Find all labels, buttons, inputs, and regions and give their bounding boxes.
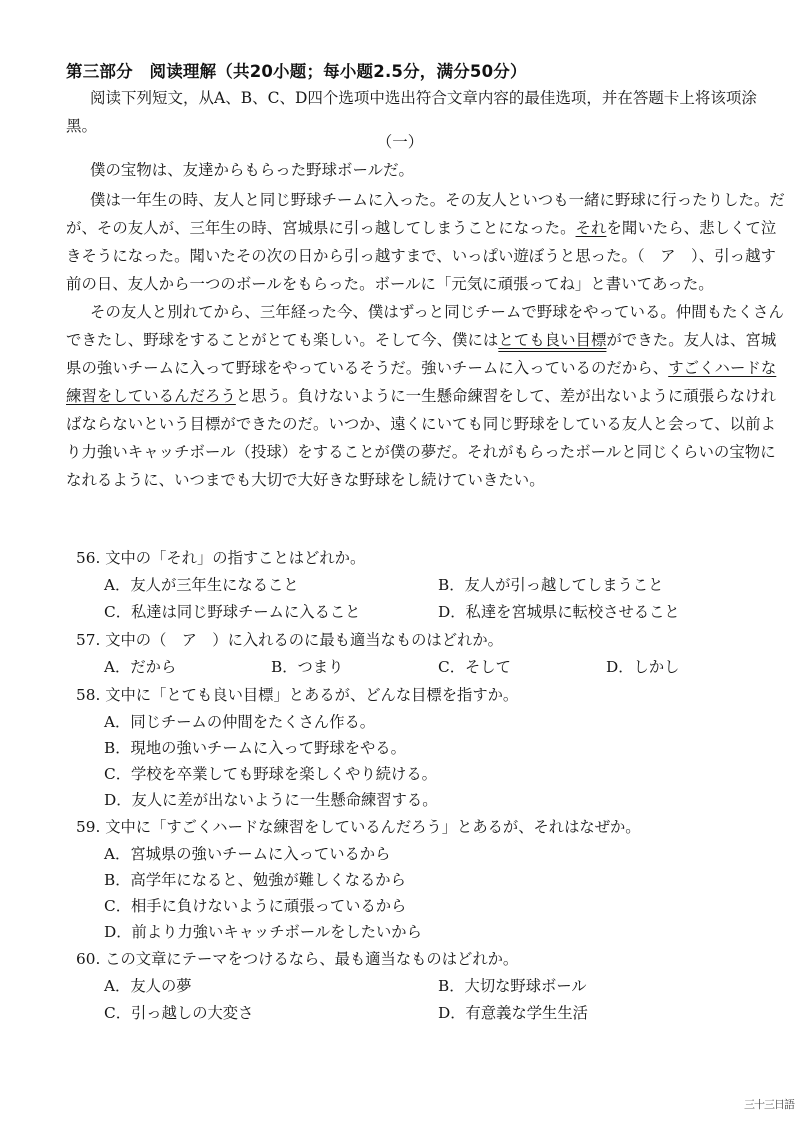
underlined-good-goal: とても良い目標 <box>498 331 607 349</box>
option-a[interactable]: A．友人が三年生になること <box>104 576 299 594</box>
question-stem: 58. 文中に「とても良い目標」とあるが、どんな目標を指すか。 <box>76 686 519 704</box>
option-c[interactable]: C．学校を卒業しても野球を楽しくやり続ける。 <box>104 765 437 783</box>
reading-passage <box>66 156 788 494</box>
question-57 <box>76 626 790 681</box>
option-row <box>76 572 790 599</box>
passage-paragraph-2 <box>66 186 788 298</box>
question-56 <box>76 544 790 626</box>
question-59 <box>76 813 790 945</box>
question-60 <box>76 945 790 1027</box>
passage-text: を聞いたら、悲しくて泣きそうになった。聞いたその次の日から引っ越すまで、いっぱい遊ぼうと思った。（ ア ）、引っ越す前の日、友人から一つのボールをもらった。ボールに「元気に頑張ってね」と書いてあった。 <box>66 219 777 293</box>
option-b[interactable]: B．つまり <box>271 658 344 676</box>
option-c[interactable]: C．相手に負けないように頑張っているから <box>104 897 407 915</box>
option-a[interactable]: A．宮城県の強いチームに入っているから <box>104 845 391 863</box>
option-d[interactable]: D．友人に差が出ないように一生懸命練習する。 <box>104 791 438 809</box>
question-list <box>76 544 790 1027</box>
passage-text: 僕は一年生の時、友人と同じ野球チームに入った。その友人といつも一緒に野球に行ったりした。だが、その友人が、三年生の時、宮城県に引っ越してしまうことになった。 <box>66 191 785 237</box>
option-a[interactable]: A．友人の夢 <box>104 977 192 995</box>
section-title: 第三部分 阅读理解（共20小题；每小题2.5分，满分50分） <box>66 62 527 81</box>
option-a[interactable]: A．だから <box>104 658 177 676</box>
option-b[interactable]: B．高学年になると、勉強が難しくなるから <box>104 871 406 889</box>
option-b[interactable]: B．友人が引っ越してしまうこと <box>438 576 664 594</box>
question-58 <box>76 681 790 813</box>
option-d[interactable]: D．有意義な学生生活 <box>438 1004 588 1022</box>
option-c[interactable]: C．引っ越しの大変さ <box>104 1004 254 1022</box>
passage-text: その友人と別れてから、三年経った今、僕はずっと同じチームで野球をやっている。仲間もたくさんできたし、野球をすることがとても楽しい。そして今、僕には <box>66 303 784 349</box>
option-b[interactable]: B．大切な野球ボール <box>438 977 587 995</box>
section-instructions: 阅读下列短文，从A、B、C、D四个选项中选出符合文章内容的最佳选项，并在答题卡上将该项涂黑。 <box>66 89 757 135</box>
passage-text: と思う。負けないように一生懸命練習をして、差が出ないように頑張らなければならないという目標ができたのだ。いつか、遠くにいても同じ野球をしている友人と会って、以前より力強いキャッチボール（投球）をすることが僕の夢だ。それがもらったボールと同じくらいの宝物になれるように、いつまでも大切で大好きな野球をし続けていきたい。 <box>66 387 776 489</box>
question-stem: 56. 文中の「それ」の指すことはどれか。 <box>76 549 366 567</box>
option-b[interactable]: B．現地の強いチームに入って野球をやる。 <box>104 739 406 757</box>
underlined-hard-practice: すごくハードな練習をしているんだろう <box>66 359 777 405</box>
option-row <box>76 599 790 626</box>
question-stem: 57. 文中の（ ア ）に入れるのに最も適当なものはどれか。 <box>76 631 503 649</box>
option-d[interactable]: D．しかし <box>606 658 680 676</box>
passage-paragraph-3 <box>66 298 788 494</box>
passage-number: （一） <box>376 133 424 151</box>
option-d[interactable]: D．私達を宮城県に転校させること <box>438 603 680 621</box>
option-c[interactable]: C．私達は同じ野球チームに入ること <box>104 603 361 621</box>
option-c[interactable]: C．そして <box>438 658 511 676</box>
passage-paragraph-1: 僕の宝物は、友達からもらった野球ボールだ。 <box>90 161 414 179</box>
option-row <box>76 654 790 681</box>
option-a[interactable]: A．同じチームの仲間をたくさん作る。 <box>104 713 376 731</box>
passage-text: ができた。友人は、宮城県の強いチームに入って野球をやっているそうだ。強いチームに入っているのだから、 <box>66 331 777 377</box>
option-row <box>76 1000 790 1027</box>
underlined-sore: それ <box>575 219 607 237</box>
question-stem: 59. 文中に「すごくハードな練習をしているんだろう」とあるが、それはなぜか。 <box>76 818 641 836</box>
question-stem: 60. この文章にテーマをつけるなら、最も適当なものはどれか。 <box>76 950 519 968</box>
option-row <box>76 973 790 1000</box>
page-corner-mark: 三十三日語 <box>744 1098 794 1111</box>
option-d[interactable]: D．前より力強いキャッチボールをしたいから <box>104 923 422 941</box>
